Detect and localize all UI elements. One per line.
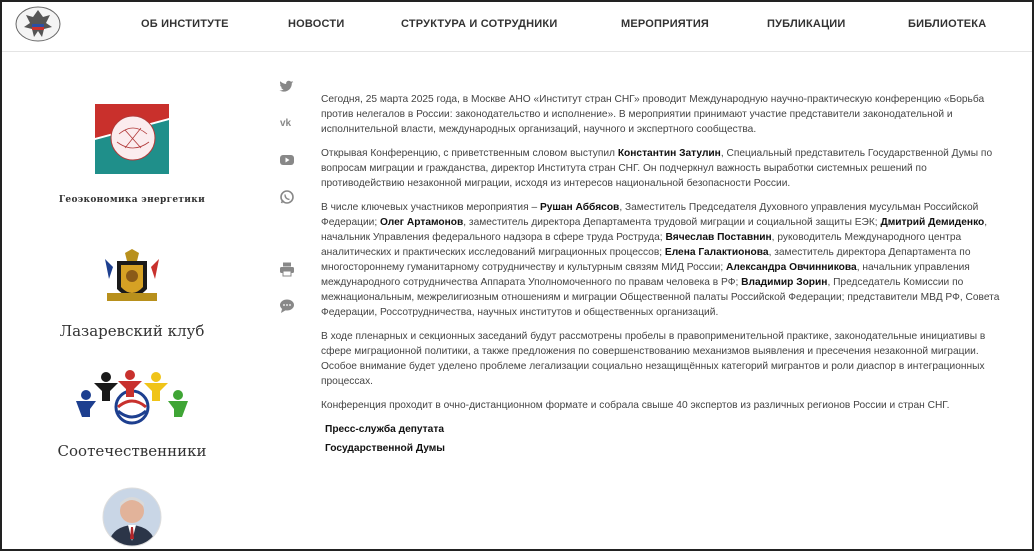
deputy-portrait-avatar	[102, 487, 162, 547]
svg-text:vk: vk	[280, 118, 292, 129]
person-name: Олег Артамонов	[380, 217, 464, 228]
geoeconomics-energy-banner[interactable]	[52, 104, 212, 205]
compatriots-banner[interactable]	[52, 369, 212, 460]
youtube-icon[interactable]	[279, 152, 295, 168]
nav-publications[interactable]: ПУБЛИКАЦИИ	[767, 18, 846, 30]
comment-icon[interactable]	[279, 298, 295, 314]
nav-events[interactable]: МЕРОПРИЯТИЯ	[621, 18, 710, 30]
vk-icon[interactable]	[279, 114, 295, 130]
nav-structure-staff[interactable]: СТРУКТУРА И СОТРУДНИКИ	[401, 18, 558, 30]
lazarev-club-banner[interactable]	[52, 249, 212, 340]
print-icon[interactable]	[279, 261, 295, 277]
nav-library[interactable]: БИБЛИОТЕКА	[908, 18, 987, 30]
signature-line-2: Государственной Думы	[325, 443, 446, 454]
person-name: Александра Овчинникова	[726, 262, 857, 273]
institute-logo-icon[interactable]	[14, 5, 62, 43]
compatriots-logo-icon	[76, 369, 188, 431]
geoeconomics-caption: Геоэкономика энергетики	[58, 195, 206, 205]
article-paragraph-2: Открывая Конференцию, с приветственным словом выступил Константин Затулин, Специальный представитель Государственной Думы по вопросам миграции и гражданства, директор Института стран СНГ. Он подчеркнул важность выработки системных решений по противодействию незаконной миграции, исходя из интересов национальной безопасности России.	[321, 148, 993, 189]
lazarev-coat-of-arms-icon	[99, 249, 165, 311]
person-name: Вячеслав Поставнин	[665, 232, 772, 243]
person-name: Владимир Зорин	[741, 277, 828, 288]
person-name: Дмитрий Демиденко	[880, 217, 985, 228]
person-name: Константин Затулин	[617, 148, 721, 159]
sidebar	[2, 54, 262, 549]
person-name: Рушан Аббясов	[539, 202, 620, 213]
compatriots-caption: Соотечественники	[57, 442, 207, 460]
nav-about-institute[interactable]: ОБ ИНСТИТУТЕ	[141, 18, 229, 30]
geoeconomics-logo-icon	[95, 104, 169, 174]
article-paragraph-3: В числе ключевых участников мероприятия – Рушан Аббясов, Заместитель Председателя Духовного управления мусульман Российской Федерации; Олег Артамонов, заместитель директора Департамента трудовой миграции и социальной защиты ЕЭК; Дмитрий Демиденко, начальник Управления федерального надзора в сфере труда Роструда; Вячеслав Поставнин, руководитель Международного центра аналитических и практических исследований миграционных процессов; Елена Галактионова, заместитель директора Департамента по многостороннему гуманитарному сотрудничеству и культурным связям МИД России; Александра Овчинникова, начальник управления международного сотрудничества Аппарата Уполномоченного по правам человека в РФ; Владимир Зорин, Председатель Комиссии по межнациональным, межрелигиозным отношениям и миграции Общественной палаты Российской Федерации; представители МВД РФ, Совета Федерации, Россотрудничества, научных институтов и общественных организаций.	[321, 202, 1000, 318]
article-paragraph-1: Сегодня, 25 марта 2025 года, в Москве АНО «Институт стран СНГ» проводит Международную научно-практическую конференцию «Борьба против нелегалов в России: законодательство и исполнение». В мероприятии принимают участие представители законодательной и исполнительной власти, международных организаций, научного и экспертного сообщества.	[321, 94, 985, 135]
article-paragraph-4: В ходе пленарных и секционных заседаний будут рассмотрены пробелы в правоприменительной практике, законодательные инициативы в сфере миграционной политики, а также предложения по совершенствованию механизмов выявления и пресечения незаконной миграции. Особое внимание будет уделено проблеме легализации социально незащищённых категорий мигрантов и роли диаспор в интеграционных процессах.	[321, 331, 986, 387]
top-navigation-bar	[2, 2, 1032, 52]
deputy-portrait-banner[interactable]	[52, 487, 212, 551]
whatsapp-icon[interactable]	[279, 189, 295, 205]
twitter-icon[interactable]	[279, 78, 295, 94]
nav-news[interactable]: НОВОСТИ	[288, 18, 345, 30]
lazarev-caption: Лазаревский клуб	[59, 322, 205, 340]
person-name: Елена Галактионова	[664, 247, 769, 258]
signature-line-1: Пресс-служба депутата	[325, 424, 444, 435]
article-body	[321, 92, 1011, 456]
article-paragraph-5: Конференция проходит в очно-дистанционном формате и собрала свыше 40 экспертов из различных регионов России и стран СНГ.	[321, 400, 950, 411]
